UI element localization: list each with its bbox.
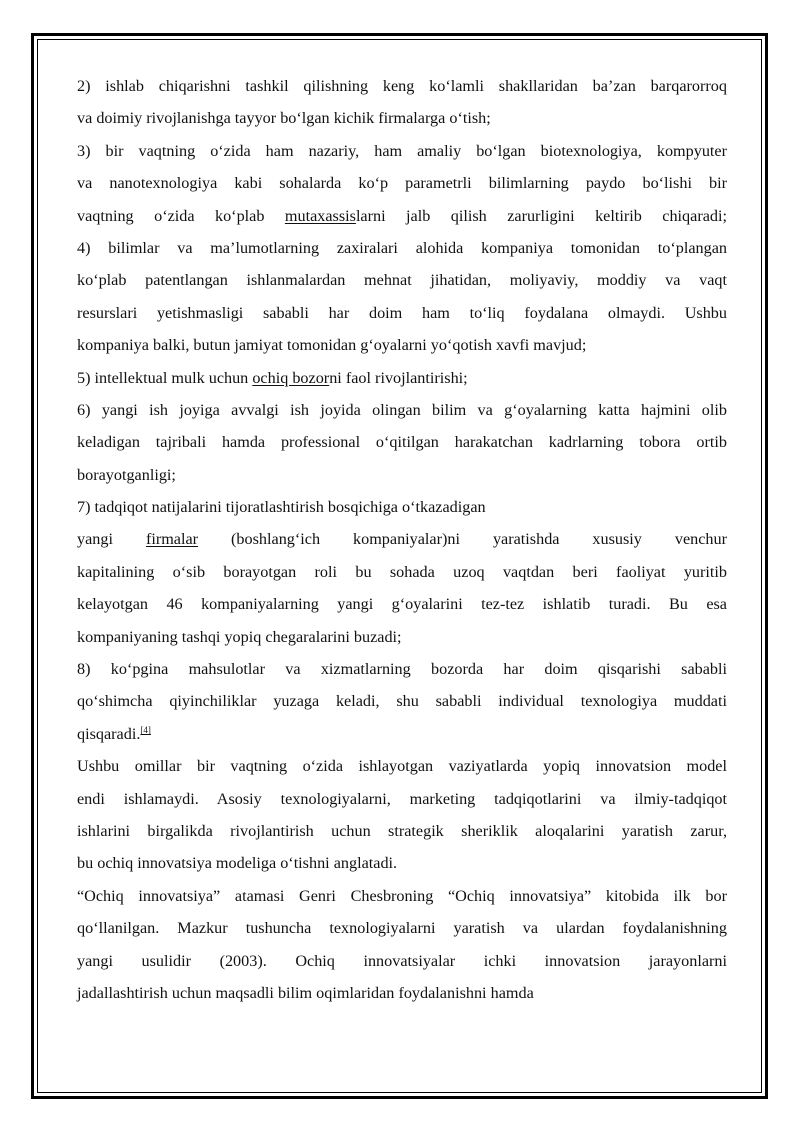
- text-run: yangi: [77, 530, 146, 549]
- text-line: [77, 847, 727, 879]
- text-run: jadallashtirish uchun maqsadli bilim oqimlaridan foydalanishni hamda: [77, 983, 534, 1002]
- text-line: [77, 912, 727, 944]
- text-run: qisqaradi.: [77, 724, 141, 743]
- text-line: [77, 232, 727, 264]
- document-body: [77, 70, 727, 1009]
- text-line: [77, 685, 727, 717]
- text-line: [77, 880, 727, 912]
- text-line: [77, 621, 727, 653]
- text-line: [77, 523, 727, 555]
- text-run: 2) ishlab chiqarishni tashkil qilishning keng ko‘lamli shakllaridan ba’zan barqarorroq: [77, 77, 727, 95]
- text-run: 5) intellektual mulk uchun: [77, 368, 253, 387]
- text-line: [77, 394, 727, 426]
- text-run: bu ochiq innovatsiya modeliga o‘tishni anglatadi.: [77, 854, 398, 873]
- text-run: resurslari yetishmasligi sababli har doim ham to‘liq foydalana olmaydi. Ushbu: [77, 303, 727, 322]
- text-run: borayotganligi;: [77, 465, 176, 484]
- footnote-reference-link[interactable]: [4]: [140, 724, 151, 735]
- text-line: [77, 70, 727, 102]
- text-run: ko‘plab patentlangan ishlanmalardan mehnat jihatidan, moliyaviy, moddiy va vaqt: [77, 271, 727, 290]
- text-line: [77, 297, 727, 329]
- text-line: [77, 783, 727, 815]
- text-run: kelayotgan 46 kompaniyalarning yangi g‘oyalarini tez-tez ishlatib turadi. Bu esa: [77, 595, 727, 614]
- text-line: [77, 653, 727, 685]
- hyperlink[interactable]: ochiq bozor: [252, 368, 330, 387]
- text-line: [77, 426, 727, 458]
- text-line: [77, 264, 727, 296]
- text-run: qo‘shimcha qiyinchiliklar yuzaga keladi, shu sababli individual texnologiya muddati: [77, 692, 727, 711]
- text-line: [77, 556, 727, 588]
- text-run: kapitalining o‘sib borayotgan roli bu sohada uzoq vaqtdan beri faoliyat yuritib: [77, 562, 727, 581]
- text-run: endi ishlamaydi. Asosiy texnologiyalarni, marketing tadqiqotlarini va ilmiy-tadqiqot: [77, 789, 727, 808]
- hyperlink[interactable]: mutaxassis: [284, 206, 356, 225]
- hyperlink[interactable]: firmalar: [145, 530, 199, 549]
- text-run: 6) yangi ish joyiga avvalgi ish joyida olingan bilim va g‘oyalarning katta hajmini olib: [77, 400, 727, 419]
- text-line: [77, 977, 727, 1009]
- text-run: ni faol rivojlantirishi;: [329, 368, 468, 387]
- text-line: [77, 459, 727, 491]
- text-line: [77, 815, 727, 847]
- text-line: [77, 135, 727, 167]
- text-line: [77, 362, 727, 394]
- text-run: 8) ko‘pgina mahsulotlar va xizmatlarning bozorda har doim qisqarishi sababli: [77, 660, 727, 679]
- text-line: [77, 167, 727, 199]
- text-line: [77, 588, 727, 620]
- text-run: ishlarini birgalikda rivojlantirish uchun strategik sheriklik aloqalarini yaratish zarur,: [77, 821, 727, 840]
- text-line: [77, 200, 727, 232]
- text-run: 7) tadqiqot natijalarini tijoratlashtirish bosqichiga o‘tkazadigan: [77, 498, 486, 517]
- text-run: kompaniya balki, butun jamiyat tomonidan g‘oyalarni yo‘qotish xavfi mavjud;: [77, 336, 587, 355]
- text-run: larni jalb qilish zarurligini keltirib chiqaradi;: [355, 206, 727, 225]
- text-run: vaqtning o‘zida ko‘plab: [77, 206, 285, 225]
- text-run: Ushbu omillar bir vaqtning o‘zida ishlayotgan vaziyatlarda yopiq innovatsion model: [77, 757, 727, 776]
- text-run: (boshlang‘ich kompaniyalar)ni yaratishda xususiy venchur: [198, 530, 727, 549]
- text-run: 3) bir vaqtning o‘zida ham nazariy, ham amaliy bo‘lgan biotexnologiya, kompyuter: [77, 141, 727, 160]
- text-line: [77, 945, 727, 977]
- text-line: [77, 102, 727, 134]
- text-run: va doimiy rivojlanishga tayyor bo‘lgan kichik firmalarga o‘tish;: [77, 109, 491, 128]
- text-line: [77, 718, 727, 750]
- text-run: 4) bilimlar va ma’lumotlarning zaxiralari alohida kompaniya tomonidan to‘plangan: [77, 238, 727, 257]
- text-run: keladigan tajribali hamda professional o‘qitilgan harakatchan kadrlarning tobora ortib: [77, 433, 727, 452]
- text-line: [77, 491, 727, 523]
- text-run: “Ochiq innovatsiya” atamasi Genri Chesbroning “Ochiq innovatsiya” kitobida ilk bor: [77, 886, 727, 905]
- text-line: [77, 750, 727, 782]
- text-run: qo‘llanilgan. Mazkur tushuncha texnologiyalarni yaratish va ulardan foydalanishning: [77, 919, 727, 938]
- text-line: [77, 329, 727, 361]
- text-run: kompaniyaning tashqi yopiq chegaralarini buzadi;: [77, 627, 402, 646]
- text-run: yangi usulidir (2003). Ochiq innovatsiyalar ichki innovatsion jarayonlarni: [77, 951, 727, 970]
- text-run: va nanotexnologiya kabi sohalarda ko‘p parametrli bilimlarning paydo bo‘lishi bir: [77, 174, 727, 193]
